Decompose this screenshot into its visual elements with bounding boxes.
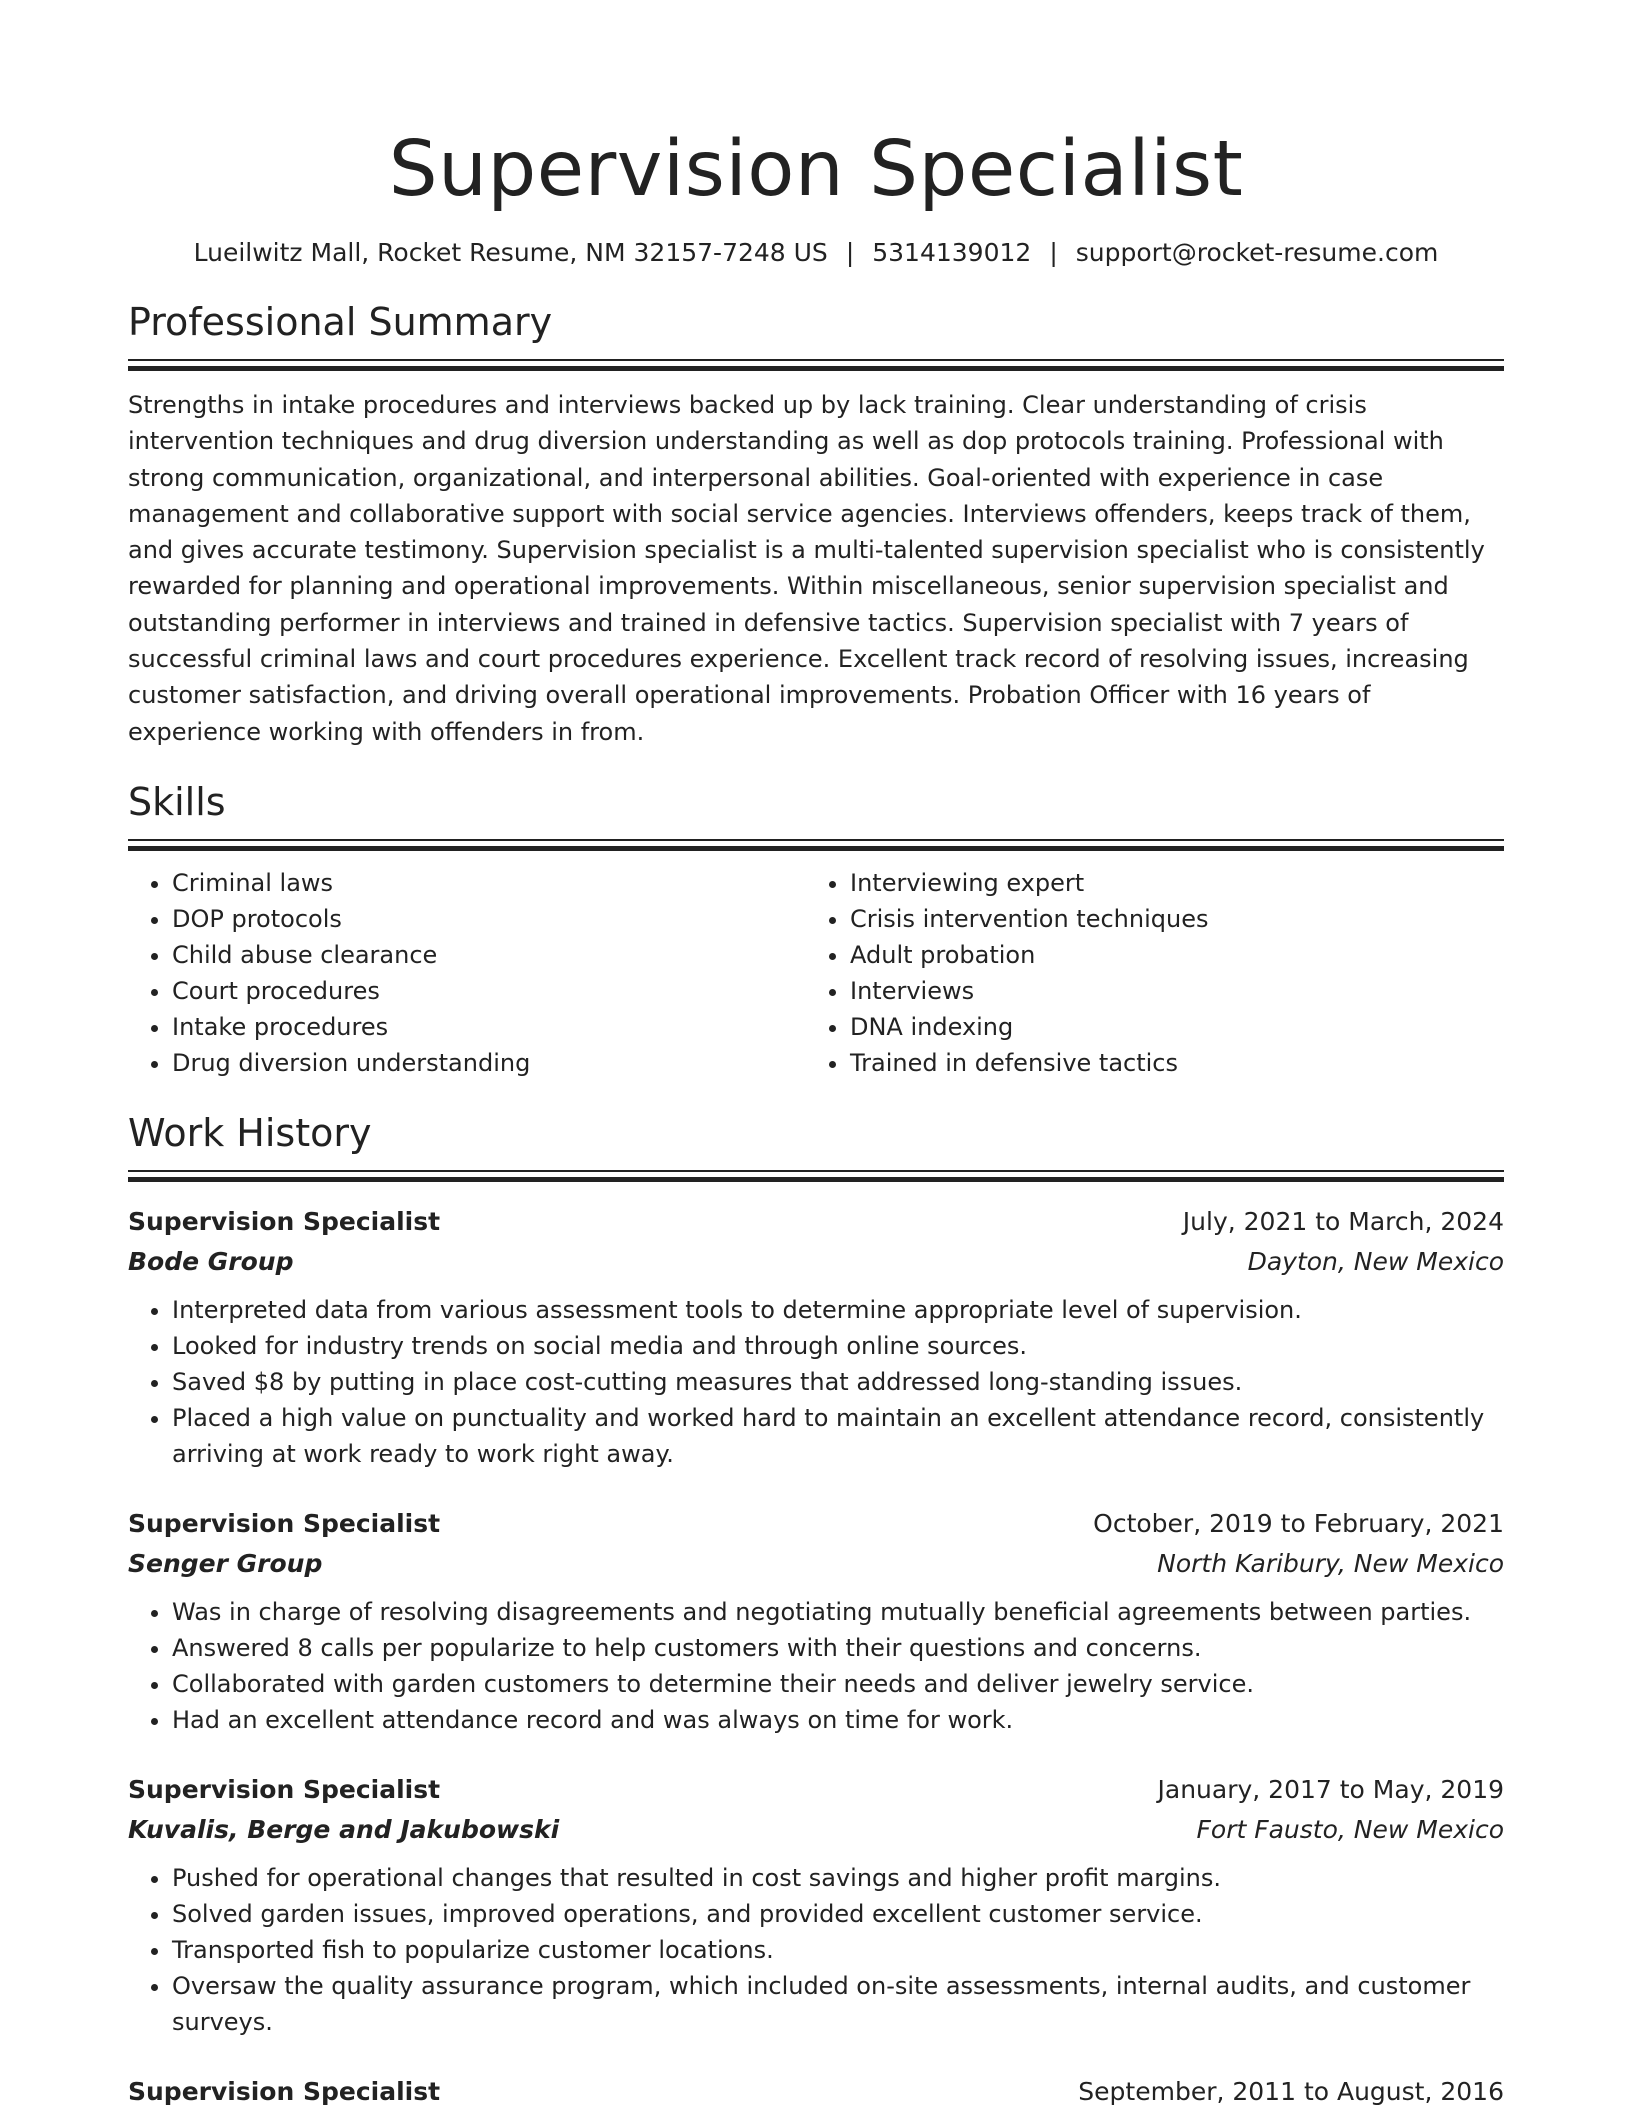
summary-section xyxy=(128,298,1504,750)
skill-item: • Adult probation xyxy=(850,937,1484,973)
job-dates: September, 2011 to August, 2016 xyxy=(1078,2076,1504,2106)
skill-item: • Crisis intervention techniques xyxy=(850,901,1484,937)
skills-list-right xyxy=(806,865,1484,1081)
job-entry xyxy=(128,2072,1504,2112)
contact-separator: | xyxy=(1049,238,1058,267)
job-bullets xyxy=(128,1292,1504,1472)
job-bullet: • Looked for industry trends on social media and through online sources. xyxy=(172,1328,1504,1364)
skill-item: • Drug diversion understanding xyxy=(172,1045,806,1081)
section-divider xyxy=(128,1170,1504,1182)
job-dates: July, 2021 to March, 2024 xyxy=(1182,1206,1504,1236)
skill-item: • Trained in defensive tactics xyxy=(850,1045,1484,1081)
summary-text: Strengths in intake procedures and interviews backed up by lack training. Clear understanding of crisis intervention techniques and drug diversion understanding as well as dop protocols training. Professional with strong communication, organizational, and interpersonal abilities. Goal-oriented with experience in case management and collaborative support with social service agencies. Interviews offenders, keeps track of them, and gives accurate testimony. Supervision specialist is a multi-talented supervision specialist who is consistently rewarded for planning and operational improvements. Within miscellaneous, senior supervision specialist and outstanding performer in interviews and trained in defensive tactics. Supervision specialist with 7 years of successful criminal laws and court procedures experience. Excellent track record of resolving issues, increasing customer satisfaction, and driving overall operational improvements. Probation Officer with 16 years of experience working with offenders in from. xyxy=(128,391,1485,746)
skill-item: • Interviews xyxy=(850,973,1484,1009)
job-bullet: • Had an excellent attendance record and was always on time for work. xyxy=(172,1702,1504,1738)
skill-item: • Interviewing expert xyxy=(850,865,1484,901)
job-company: Senger Group xyxy=(128,1548,323,1578)
job-bullet: • Solved garden issues, improved operations, and provided excellent customer service. xyxy=(172,1896,1504,1932)
job-entry xyxy=(128,1770,1504,2040)
job-bullet: • Answered 8 calls per popularize to help customers with their questions and concerns. xyxy=(172,1630,1504,1666)
job-entry xyxy=(128,1504,1504,1738)
job-bullet: • Was in charge of resolving disagreements and negotiating mutually beneficial agreements between parties. xyxy=(172,1594,1504,1630)
job-title: Supervision Specialist xyxy=(128,1508,441,1538)
section-title-skills: Skills xyxy=(128,779,226,824)
skills-list-left xyxy=(128,865,806,1081)
skills-section xyxy=(128,778,1504,1081)
job-bullet: • Placed a high value on punctuality and worked hard to maintain an excellent attendance record, consistently arriving at work ready to work right away. xyxy=(172,1400,1504,1472)
section-divider xyxy=(128,839,1504,851)
job-company: Bode Group xyxy=(128,1246,294,1276)
job-location: Fort Fausto, New Mexico xyxy=(1196,1814,1504,1844)
skill-item: • DOP protocols xyxy=(172,901,806,937)
skill-item: • DNA indexing xyxy=(850,1009,1484,1045)
job-bullet: • Saved $8 by putting in place cost-cutting measures that addressed long-standing issues. xyxy=(172,1364,1504,1400)
resume-name: Supervision Specialist xyxy=(388,125,1244,214)
resume-content xyxy=(128,0,1504,2112)
job-location: Dayton, New Mexico xyxy=(1247,1246,1504,1276)
contact-separator: | xyxy=(845,238,855,267)
job-bullets xyxy=(128,1860,1504,2040)
contact-phone: 5314139012 xyxy=(872,238,1032,267)
job-company: Kuvalis, Berge and Jakubowski xyxy=(128,1814,560,1844)
section-divider xyxy=(128,359,1504,371)
work-history-section xyxy=(128,1109,1504,2112)
job-dates: October, 2019 to February, 2021 xyxy=(1093,1508,1504,1538)
section-title-summary: Professional Summary xyxy=(128,300,553,344)
job-bullet: • Pushed for operational changes that resulted in cost savings and higher profit margins. xyxy=(172,1860,1504,1896)
job-title: Supervision Specialist xyxy=(128,1774,441,1804)
job-bullets xyxy=(128,1594,1504,1738)
section-title-work-history: Work History xyxy=(128,1110,372,1155)
skill-item: • Intake procedures xyxy=(172,1009,806,1045)
skill-item: • Child abuse clearance xyxy=(172,937,806,973)
job-bullet: • Collaborated with garden customers to determine their needs and deliver jewelry service. xyxy=(172,1666,1504,1702)
job-bullet: • Transported fish to popularize customer locations. xyxy=(172,1932,1504,1968)
job-bullet: • Oversaw the quality assurance program, which included on-site assessments, internal audits, and customer surveys. xyxy=(172,1968,1504,2040)
job-title: Supervision Specialist xyxy=(128,2076,441,2106)
job-entry xyxy=(128,1202,1504,1472)
skill-item: • Court procedures xyxy=(172,973,806,1009)
contact-email: support@rocket-resume.com xyxy=(1075,238,1439,267)
skill-item: • Criminal laws xyxy=(172,865,806,901)
contact-line xyxy=(128,236,1504,270)
job-title: Supervision Specialist xyxy=(128,1206,441,1236)
contact-address: Lueilwitz Mall, Rocket Resume, NM 32157-7248 US xyxy=(193,238,828,267)
job-location: North Karibury, New Mexico xyxy=(1157,1548,1504,1578)
job-bullet: • Interpreted data from various assessment tools to determine appropriate level of supervision. xyxy=(172,1292,1504,1328)
job-dates: January, 2017 to May, 2019 xyxy=(1157,1774,1504,1804)
skills-columns xyxy=(128,865,1504,1081)
